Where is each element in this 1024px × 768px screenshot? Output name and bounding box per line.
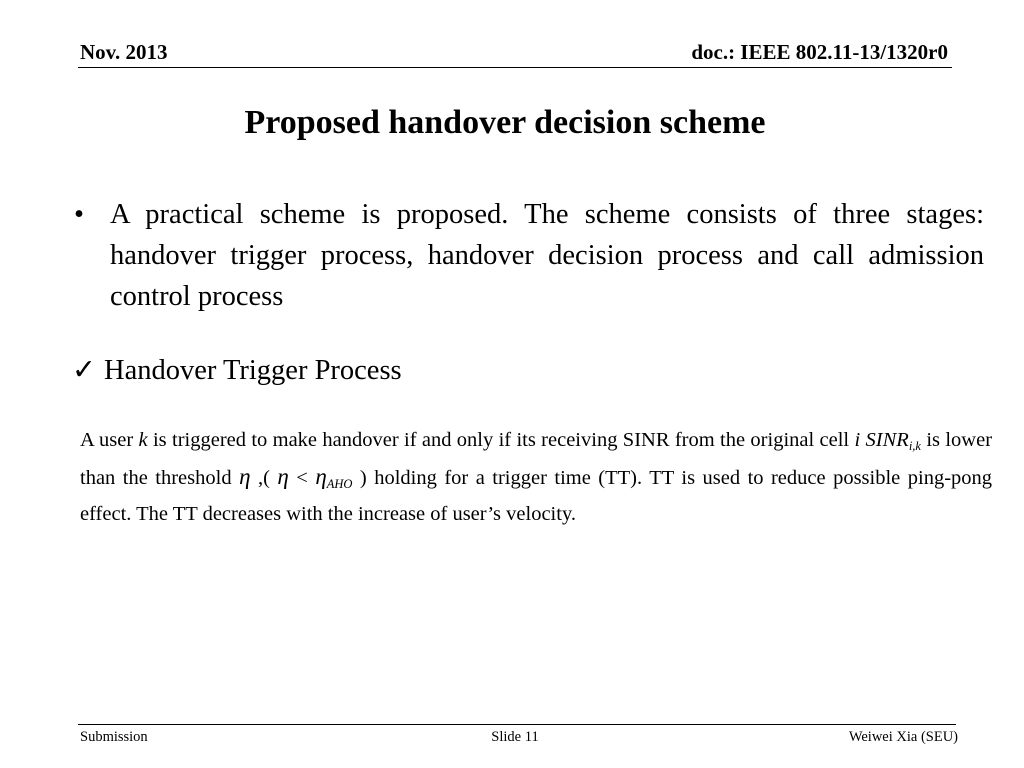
- para-text-4: ,(: [250, 466, 278, 489]
- var-k: k: [138, 429, 148, 451]
- footer-slide-number: Slide 11: [491, 729, 539, 745]
- check-heading-row: [72, 351, 402, 391]
- bullet-dot-icon: •: [74, 199, 84, 230]
- slide-title: Proposed handover decision scheme: [244, 104, 766, 141]
- footer-submission: Submission: [80, 729, 148, 745]
- para-text-3: is lower than the threshold: [80, 429, 993, 489]
- check-heading: Handover Trigger Process: [104, 355, 402, 386]
- header-doc-id: doc.: IEEE 802.11-13/1320r0: [691, 40, 948, 64]
- eta-symbol: η: [239, 463, 251, 489]
- aho-subscript: AHO: [326, 476, 353, 491]
- checkmark-icon: ✓: [72, 355, 96, 386]
- header-date: Nov. 2013: [80, 40, 168, 64]
- eta-symbol-2: η: [277, 463, 289, 489]
- var-i: i: [854, 429, 861, 451]
- footer-author: Weiwei Xia (SEU): [848, 729, 958, 745]
- less-than-symbol: <: [288, 466, 316, 489]
- header-divider: [78, 67, 952, 68]
- para-text-5: ) holding for a trigger time (TT). TT is used to reduce possible ping-pong effect. The TT decreases with the increase of user’s velocity.: [80, 466, 993, 525]
- para-text-2: is triggered to make handover if and only if its receiving SINR from the original cell: [147, 429, 855, 451]
- sinr-subscript: i,k: [908, 439, 921, 453]
- var-sinr: SINR: [865, 429, 909, 451]
- body-paragraph: [80, 422, 992, 533]
- para-text-1: A user: [80, 429, 139, 451]
- eta-symbol-3: η: [315, 463, 327, 489]
- bullet-text: A practical scheme is proposed. The scheme consists of three stages: handover trigger process, handover decision process and call admission control process: [110, 199, 984, 312]
- footer-divider: [78, 724, 956, 725]
